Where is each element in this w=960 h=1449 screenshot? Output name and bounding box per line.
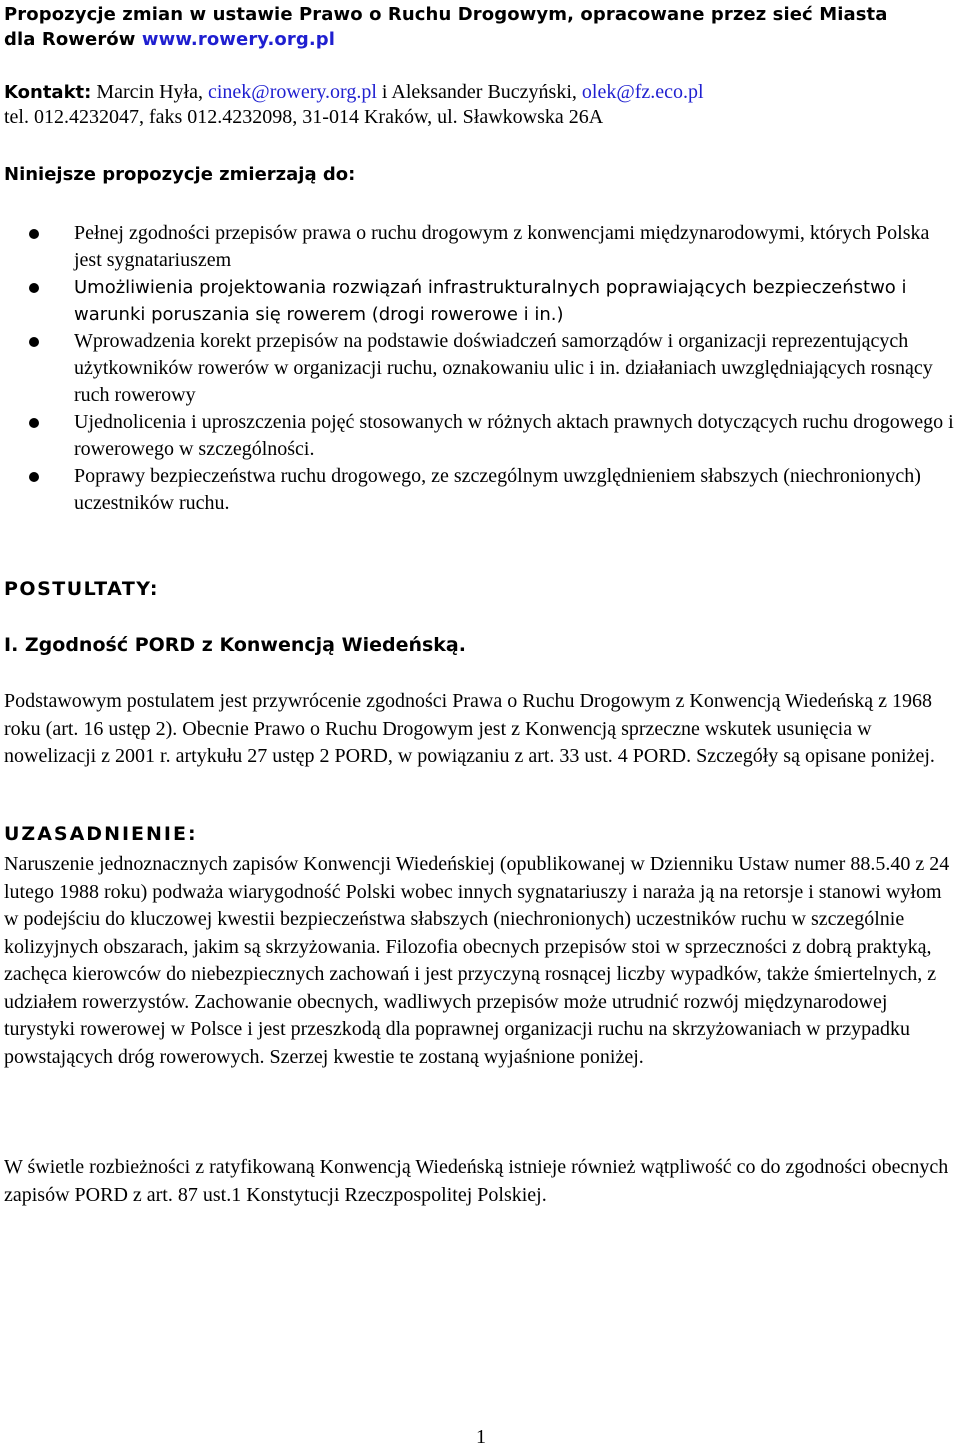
contact-line-2: tel. 012.4232047, faks 012.4232098, 31-014 Kraków, ul. Sławkowska 26A <box>4 106 604 128</box>
final-paragraph: W świetle rozbieżności z ratyfikowaną Konwencją Wiedeńską istnieje również wątpliwość co do zgodności obecnych zapisów PORD z art. 87 ust.1 Konstytucji Rzeczpospolitej Polskiej. <box>4 1156 949 1206</box>
list-item <box>4 409 960 463</box>
bullet-icon <box>29 418 39 428</box>
email-link-olek[interactable]: olek@fz.eco.pl <box>581 81 704 103</box>
bullet-icon <box>29 472 39 482</box>
list-item <box>4 328 960 409</box>
intro-heading: Niniejsze propozycje zmierzają do: <box>4 164 356 185</box>
contact-person-1: Marcin Hyła, <box>96 81 208 103</box>
contact-block <box>4 80 954 129</box>
list-item-text: Wprowadzenia korekt przepisów na podstawie doświadczeń samorządów i organizacji reprezentujących użytkowników rowerów w organizacji ruchu, oznakowaniu ulic i in. działaniach uwzględniających rosnący ruch rowerowy <box>74 330 933 406</box>
contact-and: i Aleksander Buczyński, <box>376 81 582 103</box>
list-item <box>4 463 960 517</box>
list-item-text: Pełnej zgodności przepisów prawa o ruchu drogowym z konwencjami międzynarodowymi, których Polska jest sygnatariuszem <box>74 222 930 271</box>
postulaty-heading: POSTULTATY: <box>4 578 159 600</box>
list-item-text: Ujednolicenia i uproszczenia pojęć stosowanych w różnych aktach prawnych dotyczących ruchu drogowego i rowerowego w szczególności. <box>74 411 954 460</box>
contact-line-1 <box>4 80 954 105</box>
section-1-paragraph: Podstawowym postulatem jest przywrócenie zgodności Prawa o Ruchu Drogowym z Konwencją Wiedeńską z 1968 roku (art. 16 ustęp 2). Obecnie Prawo o Ruchu Drogowym jest z Konwencją sprzeczne wskutek usunięcia w nowelizacji z 2001 r. artykułu 27 ustęp 2 PORD, w powiązaniu z art. 33 ust. 4 PORD. Szczegóły są opisane poniżej. <box>4 690 935 767</box>
website-link[interactable]: www.rowery.org.pl <box>141 29 336 50</box>
contact-label: Kontakt: <box>4 82 92 103</box>
bullet-icon <box>29 283 39 293</box>
title-line-1: Propozycje zmian w ustawie Prawo o Ruchu Drogowym, opracowane przez sieć Miasta <box>4 4 888 25</box>
section-1-heading: I. Zgodność PORD z Konwencją Wiedeńską. <box>4 634 466 656</box>
title-line-2-prefix: dla Rowerów <box>4 29 142 50</box>
list-item <box>4 220 960 274</box>
list-item-text: Poprawy bezpieczeństwa ruchu drogowego, ze szczególnym uwzględnieniem słabszych (niechronionych) uczestników ruchu. <box>74 465 921 514</box>
goals-list <box>4 220 960 517</box>
list-item <box>4 274 960 328</box>
uzasadnienie-paragraph: Naruszenie jednoznacznych zapisów Konwencji Wiedeńskiej (opublikowanej w Dzienniku Ustaw numer 88.5.40 z 24 lutego 1988 roku) podważa wiarygodność Polski wobec innych sygnatariuszy i naraża ją na retorsje i stanowi wyłom w podejściu do kluczowej kwestii bezpieczeństwa słabszych (niechronionych) uczestników ruchu w szczególnie kolizyjnych obszarach, jakim są skrzyżowania. Filozofia obecnych przepisów stoi w sprzeczności z dobrą praktyką, zachęca kierowców do niebezpiecznych zachowań i jest przyczyną rosnącej liczby wypadków, także śmiertelnych, z udziałem rowerzystów. Zachowanie obecnych, wadliwych przepisów może utrudnić rozwój międzynarodowej turystyki rowerowej w Polsce i jest przeszkodą dla poprawnej organizacji ruchu na skrzyżowaniach w przypadku powstających dróg rowerowych. Szerzej kwestie te zostaną wyjaśnione poniżej. <box>4 853 950 1068</box>
list-item-text: Umożliwienia projektowania rozwiązań infrastrukturalnych poprawiających bezpieczeństwo i warunki poruszania się rowerem (drogi rowerowe i in.) <box>74 277 907 325</box>
page-number: 1 <box>476 1426 486 1448</box>
uzasadnienie-heading: UZASADNIENIE: <box>4 823 198 845</box>
title-line-2 <box>4 27 904 52</box>
bullet-icon <box>29 337 39 347</box>
document-title <box>4 2 904 52</box>
bullet-icon <box>29 229 39 239</box>
email-link-cinek[interactable]: cinek@rowery.org.pl <box>207 81 377 103</box>
